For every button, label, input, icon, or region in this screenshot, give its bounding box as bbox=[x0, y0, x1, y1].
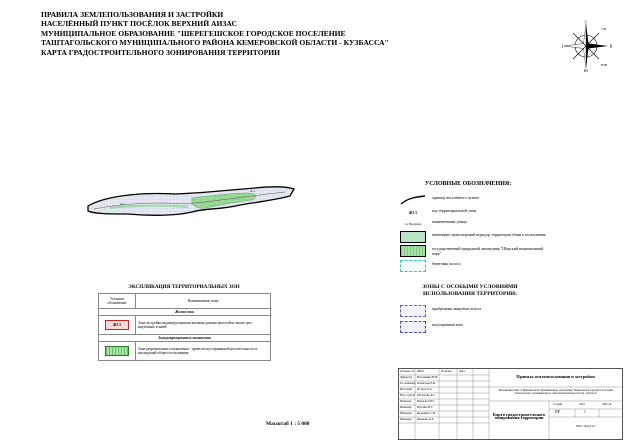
stamp-name-7: Кузьмина С.И. bbox=[417, 411, 436, 415]
legend-item-coastal bbox=[400, 305, 550, 321]
legend-item-shore bbox=[400, 260, 550, 276]
corridor-swatch-icon bbox=[400, 231, 426, 243]
stamp-sheets-head: Листов bbox=[602, 402, 612, 406]
legend-text-reserve: государственный природный заповедник "Шорский национальный парк" bbox=[432, 247, 544, 256]
coastal-swatch-icon bbox=[400, 305, 426, 317]
stamp-description: Населённый пункт п. Верхний Аизас Муниципальное образование "Шерегешское городское поселение Таштагольского муниципального района Кемеровской области - Кузбасса" bbox=[498, 389, 614, 395]
map-scale: Масштаб 1 : 5 000 bbox=[266, 421, 310, 427]
stamp-sheet-number: 1 bbox=[584, 410, 586, 414]
compass-rose-icon bbox=[560, 20, 612, 72]
drawing-stamp bbox=[398, 368, 623, 440]
explication-table bbox=[98, 293, 271, 361]
stamp-head-date: Дата bbox=[459, 369, 465, 373]
stamp-name-5: Иванова И.П. bbox=[417, 399, 435, 403]
map-title-block bbox=[41, 10, 389, 57]
stamp-sheet-title: Карта градостроительного зонирования территории bbox=[492, 412, 546, 421]
legend-text-coastal: прибрежная защитная полоса bbox=[432, 307, 482, 311]
stamp-role-1: Директор bbox=[400, 375, 413, 379]
legend-text-boundary: граница населённого пункта bbox=[432, 196, 480, 200]
stamp-name-2: Зеленская Е.В. bbox=[417, 381, 436, 385]
stamp-grid bbox=[399, 369, 622, 439]
stamp-project: Правила землепользования и застройки bbox=[516, 374, 595, 379]
compass-north: С bbox=[584, 19, 588, 25]
stamp-head-role: Должность bbox=[400, 369, 415, 373]
explication-group-recreation: Зона рекреационного назначения bbox=[99, 335, 271, 342]
legend-item-reserve bbox=[400, 245, 550, 261]
title-line-2: НАСЕЛЁННЫЙ ПУНКТ ПОСЁЛОК ВЕРХНИЙ АИЗАС bbox=[41, 19, 237, 29]
legend-text-corridor: инженерно-транспортный коридор, территории общего пользования bbox=[432, 233, 546, 237]
stamp-name-3: Петров Л.А. bbox=[417, 387, 433, 391]
explication-row2-text: Зона рекреационного назначения - древесно-кустарниковой растительности и насаждений общего пользования bbox=[136, 342, 271, 361]
legend-heading: УСЛОВНЫЕ ОБОЗНАЧЕНИЯ: bbox=[424, 181, 512, 187]
title-line-4: ТАШТАГОЛЬСКОГО МУНИЦИПАЛЬНОГО РАЙОНА КЕМЕРОВСКОЙ ОБЛАСТИ - КУЗБАССА" bbox=[41, 38, 389, 48]
shore-swatch-icon bbox=[400, 260, 426, 272]
explication-col1: Условное обозначение bbox=[99, 294, 136, 309]
compass-west: З bbox=[560, 43, 564, 49]
stamp-name-1: Ветошкина Н.Н. bbox=[417, 375, 438, 379]
stamp-role-2: Гл. инженер bbox=[400, 381, 416, 385]
stamp-role-4: Нач. отдела bbox=[400, 393, 415, 397]
stamp-head-name: ФИО bbox=[417, 369, 424, 373]
compass-east: В bbox=[609, 43, 613, 49]
legend-text-street: наименование улицы bbox=[432, 220, 467, 224]
explication-group-residential: Жилая зона bbox=[99, 309, 271, 316]
stamp-name-8: Иванова А.А. bbox=[417, 417, 435, 421]
stamp-stage-head: Стадия bbox=[553, 402, 563, 406]
stamp-role-6: Инженер bbox=[400, 405, 412, 409]
legend-item-water bbox=[400, 321, 550, 337]
explication-col2: Наименование зоны bbox=[136, 294, 271, 309]
stamp-head-sign: Подпись bbox=[441, 369, 453, 373]
stamp-role-3: Исполнит. bbox=[400, 387, 414, 391]
compass-ne: СВ bbox=[601, 27, 607, 31]
map-zone-label-2: Ж3 5 bbox=[250, 190, 256, 193]
legend-text-zone-code: код территориальной зоны bbox=[432, 209, 477, 213]
stamp-role-5: Инженер bbox=[400, 399, 412, 403]
street-name-symbol: ул. Нагорная bbox=[404, 222, 422, 226]
reserve-swatch-icon bbox=[400, 245, 426, 257]
explication-title: ЭКСПЛИКАЦИЯ ТЕРРИТОРИАЛЬНЫХ ЗОН bbox=[128, 284, 240, 290]
stamp-name-6: Барсина В.Г. bbox=[417, 405, 434, 409]
explication-code: Ж3 5 bbox=[105, 320, 129, 330]
recreation-swatch-icon bbox=[105, 346, 129, 356]
compass-se: ЮВ bbox=[601, 63, 607, 67]
title-line-3: МУНИЦИПАЛЬНОЕ ОБРАЗОВАНИЕ "ШЕРЕГЕШСКОЕ ГОРОДСКОЕ ПОСЕЛЕНИЕ bbox=[41, 28, 346, 38]
stamp-role-7: Инженер bbox=[400, 411, 412, 415]
zone-code-symbol: Ж3 5 bbox=[408, 211, 418, 215]
title-line-5: КАРТА ГРАДОСТРОИТЕЛЬНОГО ЗОНИРОВАНИЯ ТЕРРИТОРИИ bbox=[41, 47, 281, 57]
boundary-line-icon bbox=[400, 194, 426, 206]
legend-text-shore: береговая полоса bbox=[432, 262, 461, 266]
legend-text-water: водоохранная зона bbox=[432, 323, 463, 327]
special-zones-heading: ЗОНЫ С ОСОБЫМИ УСЛОВИЯМИ ИСПОЛЬЗОВАНИЯ ТЕРРИТОРИИ: bbox=[422, 284, 518, 297]
stamp-role-8: Инженер bbox=[400, 417, 412, 421]
compass-south: Ю bbox=[583, 68, 589, 73]
settlement-map[interactable] bbox=[80, 178, 300, 228]
stamp-sheet-head: Лист bbox=[579, 402, 586, 406]
settlement-boundary bbox=[88, 187, 294, 215]
stamp-name-4: Малахова А.С. bbox=[417, 393, 436, 397]
map-zone-label: Ж3 5 bbox=[120, 203, 126, 206]
water-swatch-icon bbox=[400, 321, 426, 333]
stamp-organization: ООО "Кадастр" bbox=[575, 424, 597, 428]
stamp-stage: ПР bbox=[555, 410, 560, 414]
explication-row1-text: Зона застройки индивидуальными жилыми домами высотой не выше трех надземных этажей bbox=[136, 316, 271, 335]
title-line-1: ПРАВИЛА ЗЕМЛЕПОЛЬЗОВАНИЯ И ЗАСТРОЙКИ bbox=[41, 10, 224, 19]
